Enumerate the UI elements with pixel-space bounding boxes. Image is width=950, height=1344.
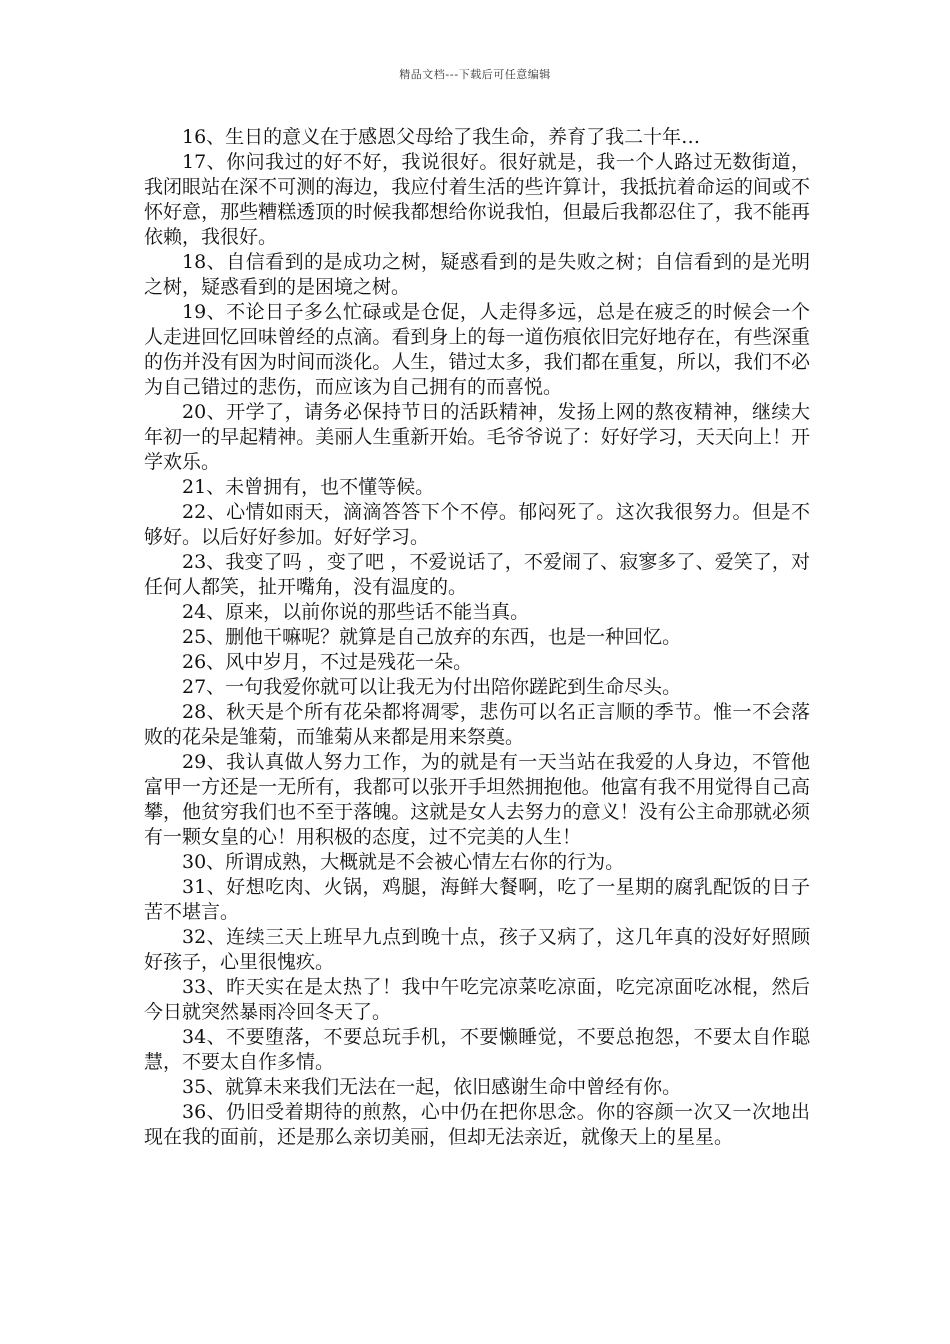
paragraph-25: 25、删他干嘛呢？就算是自己放弃的东西，也是一种回忆。 — [182, 626, 682, 648]
paragraph-16: 16、生日的意义在于感恩父母给了我生命，养育了我二十年… — [182, 126, 701, 148]
paragraph-26: 26、风中岁月，不过是残花一朵。 — [182, 651, 473, 673]
paragraph-20: 20、开学了，请务必保持节日的活跃精神，发扬上网的熬夜精神，继续大年初一的早起精神。美丽人生重新开始。毛爷爷说了：好好学习，天天向上！开学欢乐。 — [144, 401, 810, 473]
paragraph-24: 24、原来，以前你说的那些话不能当真。 — [182, 601, 530, 623]
paragraph-31: 31、好想吃肉、火锅，鸡腿，海鲜大餐啊，吃了一星期的腐乳配饭的日子苦不堪言。 — [144, 876, 810, 923]
paragraph-30: 30、所谓成熟，大概就是不会被心情左右你的行为。 — [182, 851, 625, 873]
paragraph-29: 29、我认真做人努力工作，为的就是有一天当站在我爱的人身边，不管他富甲一方还是一无所有，我都可以张开手坦然拥抱他。他富有我不用觉得自己高攀，他贫穷我们也不至于落魄。这就是女人去努力的意义！没有公主命那就必须有一颗女皇的心！用积极的态度，过不完美的人生！ — [144, 751, 810, 848]
paragraph-34: 34、不要堕落，不要总玩手机，不要懒睡觉，不要总抱怨，不要太自作聪慧，不要太自作多情。 — [144, 1026, 810, 1073]
page-header: 精品文档---下载后可任意编辑 — [399, 68, 551, 81]
paragraph-35: 35、就算未来我们无法在一起，依旧感谢生命中曾经有你。 — [182, 1076, 682, 1098]
paragraph-33: 33、昨天实在是太热了！我中午吃完凉菜吃凉面，吃完凉面吃冰棍，然后今日就突然暴雨冷回冬天了。 — [144, 976, 810, 1023]
paragraph-19: 19、不论日子多么忙碌或是仓促，人走得多远，总是在疲乏的时候会一个人走进回忆回味曾经的点滴。看到身上的每一道伤痕依旧完好地存在，有些深重的伤并没有因为时间而淡化。人生，错过太多，我们都在重复，所以，我们不必为自己错过的悲伤，而应该为自己拥有的而喜悦。 — [144, 301, 810, 398]
paragraph-27: 27、一句我爱你就可以让我无为付出陪你蹉跎到生命尽头。 — [182, 676, 682, 698]
paragraph-32: 32、连续三天上班早九点到晚十点，孩子又病了，这几年真的没好好照顾好孩子，心里很愧疚。 — [144, 926, 810, 973]
paragraph-28: 28、秋天是个所有花朵都将凋零，悲伤可以名正言顺的季节。惟一不会落败的花朵是雏菊，而雏菊从来都是用来祭奠。 — [144, 701, 810, 748]
paragraph-17: 17、你问我过的好不好，我说很好。很好就是，我一个人路过无数街道，我闭眼站在深不可测的海边，我应付着生活的些许算计，我抵抗着命运的间或不怀好意，那些糟糕透顶的时候我都想给你说我怕，但最后我都忍住了，我不能再依赖，我很好。 — [144, 151, 810, 248]
document-body — [144, 125, 810, 1150]
paragraph-36: 36、仍旧受着期待的煎熬，心中仍在把你思念。你的容颜一次又一次地出现在我的面前，还是那么亲切美丽，但却无法亲近，就像天上的星星。 — [144, 1101, 810, 1148]
paragraph-22: 22、心情如雨天，滴滴答答下个不停。郁闷死了。这次我很努力。但是不够好。以后好好参加。好好学习。 — [144, 501, 810, 548]
paragraph-23: 23、我变了吗 ，变了吧 ，不爱说话了，不爱闹了、寂寥多了、爱笑了，对任何人都笑，扯开嘴角，没有温度的。 — [144, 551, 810, 598]
paragraph-18: 18、自信看到的是成功之树，疑惑看到的是失败之树；自信看到的是光明之树，疑惑看到的是困境之树。 — [144, 251, 810, 298]
paragraph-21: 21、未曾拥有，也不懂等候。 — [182, 476, 435, 498]
